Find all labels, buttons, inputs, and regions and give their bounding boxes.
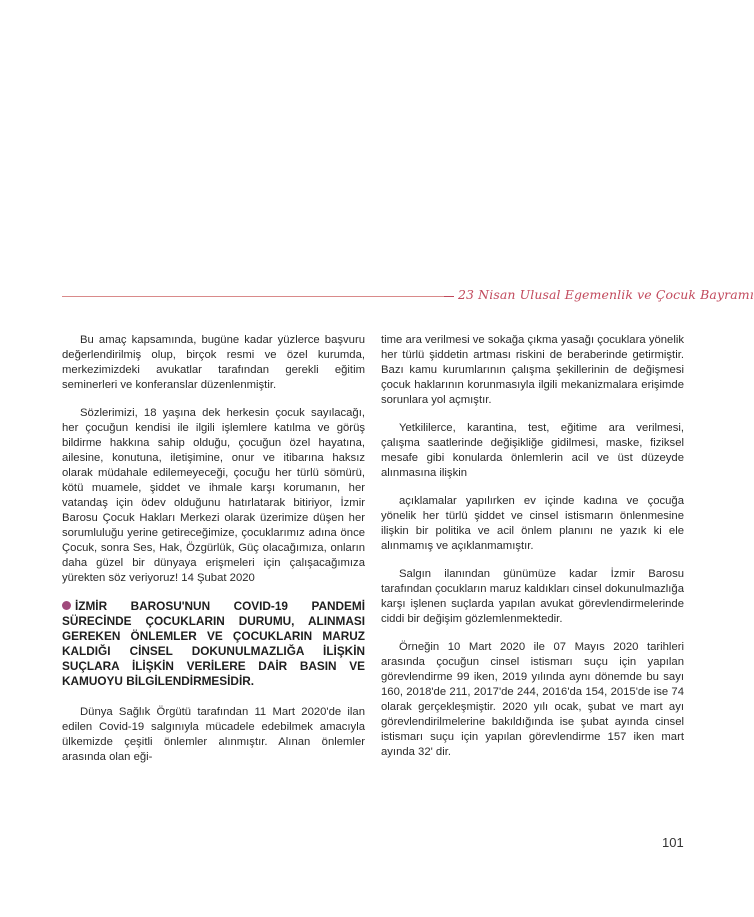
paragraph: Yetkililerce, karantina, test, eğitime ara verilmesi, çalışma saatlerinde değişikliğe gidilmesi, maske, fiziksel mesafe gibi konularda önlemlerin acil ve üst düzeyde alınmasına ilişkin [381,422,684,479]
paragraph: Salgın ilanından günümüze kadar İzmir Barosu tarafından çocukların maruz kaldıkları cinsel dokunulmazlığa karşı işlenen suçlarda yapılan avukat görevlendirmelerinde ciddi bir değişim gözlemlenmektedir. [381,568,684,625]
running-header-title: 23 Nisan Ulusal Egemenlik ve Çocuk Bayramı [458,287,754,302]
left-column [62,333,365,778]
bullet-dot-icon [62,601,71,610]
paragraph-continuation: time ara verilmesi ve sokağa çıkma yasağı çocuklara yönelik her türlü şiddetin artması riskini de beraberinde getirmiştir. Bazı kamu kurumlarının çalışma şekillerinin de değişmesi çocuk haklarının korunmasıyla ilgili mekanizmalara erişimde sorunlara yol açmıştır. [381,334,684,406]
section-heading [62,599,365,689]
paragraph: Bu amaç kapsamında, bugüne kadar yüzlerce başvuru değerlendirilmiş olup, birçok resmi ve özel kurumda, merkezimizdeki avukatlar tarafından gerekli eğitim seminerleri ve konferanslar düzenlenmiştir. [62,334,365,391]
paragraph: Örneğin 10 Mart 2020 ile 07 Mayıs 2020 tarihleri arasında çocuğun cinsel istismarı suçu için yapılan görevlendirme 99 iken, 2019 yılında aynı dönemde bu sayı 160, 2018'de 211, 2017'de 244, 2016'da 154, 2015'de ise 74 olarak gerçekleşmiştir. 2020 yılı ocak, şubat ve mart ayı görevlendirilmelerine bakıldığında ise şubat ayında cinsel istismarı suçu için yapılan görevlendirme 157 iken mart ayında 32' dir. [381,641,684,758]
paragraph: Dünya Sağlık Örgütü tarafından 11 Mart 2020'de ilan edilen Covid-19 salgınıyla mücadele edebilmek amacıyla ülkemizde çeşitli önlemler alınmıştır. Alınan önlemler arasında olan eği- [62,706,365,763]
page-number: 101 [662,835,684,850]
header-dash [444,296,454,297]
paragraph: Sözlerimizi, 18 yaşına dek herkesin çocuk sayılacağı, her çocuğun kendisi ile ilgili işlemlere katılma ve görüş bildirme hakkına sahip olduğu, çocuğun özel hayatına, ailesine, konutuna, iletişimine, onur ve itibarına haksız olarak müdahale edilemeyeceği, çocuğu her türlü sömürü, kötü muamele, şiddet ve ihmale karşı korumanın, her vatandaş için ödev olduğunu hatırlatarak bitiriyor, İzmir Barosu Çocuk Hakları Merkezi olarak üzerimize düşen her sorumluluğu yerine getireceğimize, çocuklarımız adına önce Çocuk, sonra Ses, Hak, Özgürlük, Güç olacağımıza, onların daha güzel bir dünyaya erişmeleri için çalışacağımıza yürekten söz veriyoruz! 14 Şubat 2020 [62,407,365,584]
paragraph: açıklamalar yapılırken ev içinde kadına ve çocuğa yönelik her türlü şiddet ve cinsel istismarın önlenmesine ilişkin bir politika ve acil önlem planını ne yazık ki ele alınmamış ve açıklanmamıştır. [381,495,684,552]
header-rule [62,296,452,297]
section-heading-text: İZMİR BAROSU'NUN COVID-19 PANDEMİ SÜRECİNDE ÇOCUKLARIN DURUMU, ALINMASI GEREKEN ÖNLEMLER VE ÇOCUKLARIN MARUZ KALDIĞI CİNSEL DOKUNULMAZLIĞA İLİŞKİN SUÇLARA İLİŞKİN VERİLERE DAİR BASIN VE KAMUOYU BİLGİLENDİRMESİDİR. [62,599,365,688]
right-column [381,333,684,773]
